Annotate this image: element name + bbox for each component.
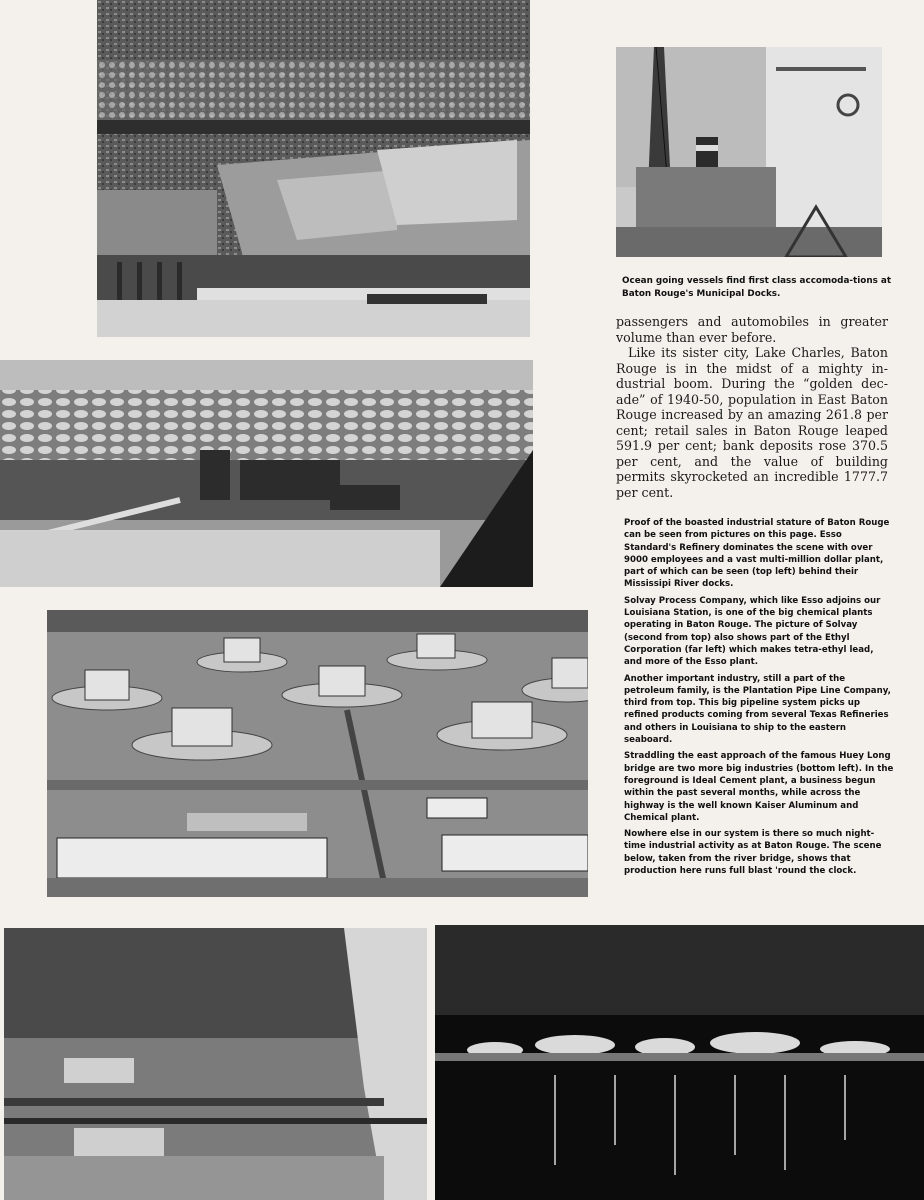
- docks-caption: Ocean going vessels find first class accomoda-tions at Baton Rouge's Municipal Docks.: [622, 276, 892, 299]
- body-paragraph: passengers and automobiles in greater volume than ever before.: [616, 314, 888, 345]
- body-paragraph: Like its sister city, Lake Charles, Baton Rouge is in the midst of a mighty in-dustrial boom. During the “golden dec-ade” of 1940-50, population in East Baton Rouge increased by an amazing 261.8 per cent; retail sales in Baton Rouge leaped 591.9 per cent; bank deposits rose 370.5 per cent, and the value of building permits skyrocketed an incredible 1777.7 per cent.: [616, 345, 888, 500]
- solvay-plant-photo: [0, 360, 533, 587]
- night-industry-photo: [435, 925, 924, 1200]
- sidebar-paragraph: Straddling the east approach of the famous Huey Long bridge are two more big industries (bottom left). In the foreground is Ideal Cement plant, a business begun within the past several months, while across the highway is the well known Kaiser Aluminum and Chemical plant.: [624, 751, 894, 823]
- pipeline-tank-farm-photo: [47, 610, 588, 897]
- industry-sidebar: [624, 517, 894, 881]
- municipal-docks-photo: [616, 47, 882, 257]
- sidebar-paragraph: Proof of the boasted industrial stature of Baton Rouge can be seen from pictures on this page. Esso Standard's Refinery dominates the scene with over 9000 employees and a vast multi-million dollar plant, part of which can be seen (top left) behind their Mississipi River docks.: [624, 518, 890, 590]
- refinery-aerial-photo: [97, 0, 530, 337]
- sidebar-paragraph: Solvay Process Company, which like Esso adjoins our Louisiana Station, is one of the big chemical plants operating in Baton Rouge. The picture of Solvay (second from top) also shows part of the Ethyl Corporation (far left) which makes tetra-ethyl lead, and more of the Esso plant.: [624, 595, 881, 668]
- sidebar-paragraph: Nowhere else in our system is there so much night-time industrial activity as at Baton Rouge. The scene below, taken from the river bridge, shows that production here runs full blast 'round the clock.: [624, 829, 882, 877]
- sidebar-paragraph: Another important industry, still a part of the petroleum family, is the Plantation Pipe Line Company, third from top. This big pipeline system picks up refined products coming from several Texas Refineries and others in Louisiana to ship to the eastern seaboard.: [624, 673, 891, 746]
- huey-long-bridge-photo: [4, 928, 427, 1200]
- body-text-column: [616, 314, 888, 500]
